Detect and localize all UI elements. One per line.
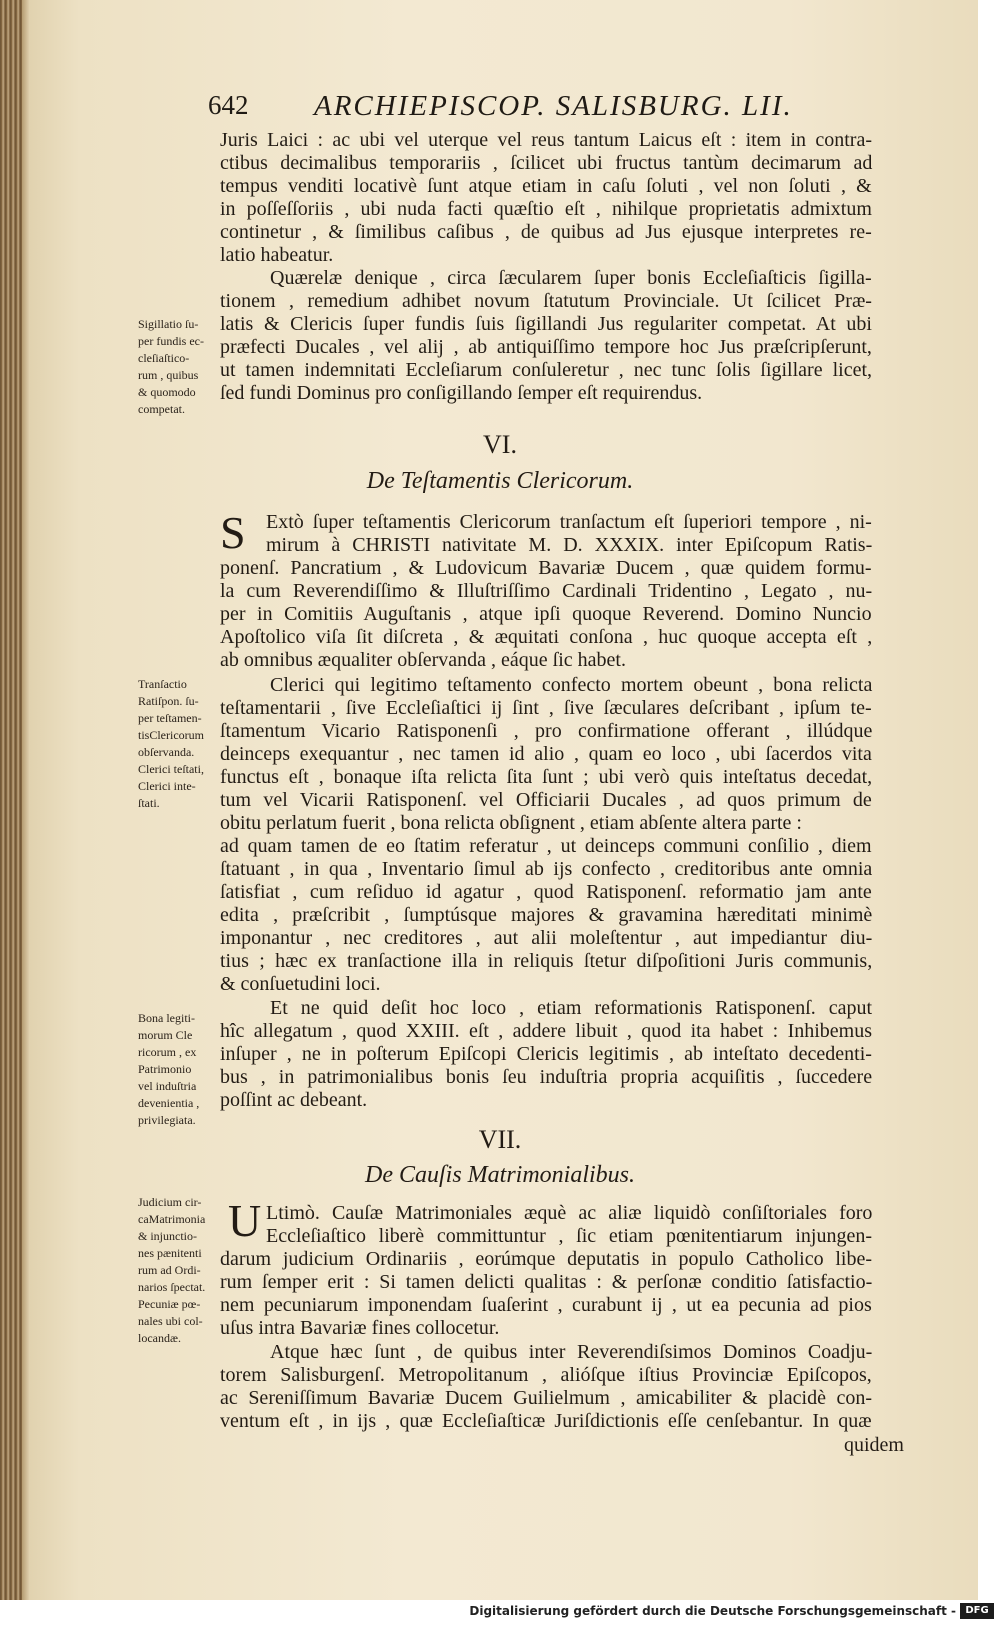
- margin-line: rum ad Ordi-: [138, 1263, 201, 1277]
- text-line: poſſint ac debeant.: [220, 1089, 368, 1111]
- text-line: tum vel Vicarii Ratisponenſ. vel Officiarii Ducales , ad quos primum de: [220, 789, 872, 811]
- text-line: Juris Laici : ac ubi vel uterque vel reus tantum Laicus eſt : item in contra-: [220, 129, 872, 151]
- section-number: VI.: [483, 430, 517, 459]
- dfg-logo: DFG: [960, 1603, 994, 1619]
- footer-credit: Digitalisierung gefördert durch die Deutsche Forschungsgemeinschaft -: [469, 1604, 956, 1618]
- section-title: De Teſtamentis Clericorum.: [366, 468, 634, 494]
- text-line: ctibus decimalibus temporariis , ſcilicet ubi fructus tantùm decimarum ad: [220, 152, 873, 174]
- section-number: VII.: [478, 1125, 522, 1154]
- text-line: mirum à CHRISTI nativitate M. D. XXXIX. inter Epiſcopum Ratis-: [266, 534, 873, 556]
- margin-line: per teſtamen-: [138, 711, 202, 725]
- text-line: torem Salisburgenſ. Metropolitanum , alióſque iſtius Provinciæ Epiſcopos,: [220, 1364, 872, 1386]
- text-line: ponenſ. Pancratium , & Ludovicum Bavariæ Ducem , quæ quidem formu-: [220, 557, 872, 579]
- running-head: [208, 90, 818, 130]
- text-line: tionem , remedium adhibet novum ſtatutum Provinciale. Ut ſcilicet Præ-: [220, 290, 872, 312]
- margin-line: locandæ.: [138, 1331, 181, 1345]
- text-line: ventum eſt , in ijs , quæ Eccleſiaſticæ Juriſdictionis eſſe cenſebantur. In quæ: [220, 1410, 872, 1432]
- section-title: De Cauſis Matrimonialibus.: [364, 1162, 635, 1188]
- text-line: Eccleſiaſtico liberè committuntur , ſic etiam pœnitentiarum injungen-: [266, 1225, 873, 1247]
- text-line: Et ne quid deſit hoc loco , etiam reformationis Ratisponenſ. caput: [270, 997, 873, 1019]
- margin-line: Sigillatio ſu-: [138, 317, 199, 331]
- running-title: ARCHIEPISCOP. SALISBURG. LII.: [314, 90, 793, 122]
- text-line: bus , in patrimonialibus bonis ſeu induſtria propria acquiſitis , ſuccedere: [220, 1066, 873, 1088]
- text-line: ſatisfiat , cum reſiduo id agatur , quod Ratisponenſ. reformatio jam ante: [220, 881, 872, 903]
- margin-line: Clerici inte-: [138, 779, 196, 793]
- text-line: ſtamentum Vicario Ratisponenſi , pro confirmatione offerant , illúdque: [220, 720, 873, 742]
- margin-line: ſtati.: [138, 796, 160, 810]
- text-line: rum ſemper erit : Si tamen delicti qualitas : & perſonæ conditio ſatisfactio-: [220, 1271, 873, 1293]
- digitization-footer: [0, 1600, 1000, 1625]
- text-line: obitu perlatum fuerit , bona relicta obſignent , etiam abſente altera parte :: [220, 812, 802, 834]
- margin-line: devenientia ,: [138, 1096, 200, 1110]
- margin-line: morum Cle: [138, 1028, 193, 1042]
- margin-line: nales ubi col-: [138, 1314, 203, 1328]
- margin-line: Pecuniæ pœ-: [138, 1297, 201, 1311]
- margin-line: competat.: [138, 402, 185, 416]
- text-line: in poſſeſſoriis , ubi nuda facti quæſtio eſt , nihilque proprietatis admixtum: [220, 198, 872, 220]
- margin-line: narios ſpectat.: [138, 1280, 206, 1294]
- text-line: per in Comitiis Auguſtanis , atque ipſi quoque Reverend. Domino Nuncio: [220, 603, 872, 625]
- margin-note-judicium: [138, 1194, 220, 1347]
- margin-line: Clerici teſtati,: [138, 762, 204, 776]
- margin-line: obſervanda.: [138, 745, 195, 759]
- text-line: deinceps exequantur , nec tamen id alio , quam eo loco , ubi ſacerdos vita: [220, 743, 872, 765]
- text-line: Atque hæc ſunt , de quibus inter Reverendiſsimos Dominos Coadju-: [270, 1341, 873, 1363]
- margin-line: Bona legiti-: [138, 1011, 195, 1025]
- text-line: Apoſtolico viſa ſit diſcreta , & æquitati conſona , huc quoque accepta eſt ,: [220, 626, 873, 648]
- catchword: quidem: [844, 1434, 904, 1456]
- text-line: inſuper , ne in poſterum Epiſcopi Clericis legitimis , ab inteſtato decedenti-: [220, 1043, 872, 1065]
- text-line: ſtatuant , in qua , Inventario ſimul ab ijs confecto , creditoribus ante omnia: [220, 858, 873, 880]
- margin-line: & quomodo: [138, 385, 196, 399]
- text-line: tempus venditi locativè ſunt atque etiam in caſu ſoluti , vel non ſoluti , &: [220, 175, 872, 197]
- margin-line: privilegiata.: [138, 1113, 196, 1127]
- book-spine: [0, 0, 22, 1600]
- margin-line: Tranſactio: [138, 677, 187, 691]
- text-line: edita , præſcribit , ſumptúsque majores & gravamina hæreditati minimè: [220, 904, 873, 926]
- text-line: Ltimò. Cauſæ Matrimoniales æquè ac aliæ liquidò conſiſtoriales foro: [266, 1202, 873, 1224]
- text-line: tius ; hæc ex tranſactione illa in reliquis ſtetur diſpoſitioni Juris communis,: [220, 950, 873, 972]
- margin-line: rum , quibus: [138, 368, 199, 382]
- text-line: ut tamen indemnitati Eccleſiarum conſuleretur , nec tunc ſolis ſigillare licet,: [220, 359, 873, 381]
- margin-line: ricorum , ex: [138, 1045, 197, 1059]
- text-line: uſus intra Bavariæ fines collocetur.: [220, 1317, 500, 1339]
- text-line: hîc allegatum , quod XXIII. eſt , addere libuit , quod ita habet : Inhibemus: [220, 1020, 872, 1042]
- text-line: la cum Reverendiſſimo & Illuſtriſſimo Cardinali Tridentino , Legato , nu-: [220, 580, 873, 602]
- text-line: teſtamentarii , ſive Eccleſiaſtici ij ſint , ſive ſæculares deſcribant , ipſum te-: [220, 697, 872, 719]
- text-line: imponantur , nec creditores , aut alii moleſtentur , aut impediantur diu-: [220, 927, 873, 949]
- margin-line: tisClericorum: [138, 728, 204, 742]
- text-line: & conſuetudini loci.: [220, 973, 381, 995]
- text-line: Quærelæ denique , circa ſæcularem ſuper bonis Eccleſiaſticis ſigilla-: [270, 267, 872, 289]
- drop-cap: S: [220, 507, 246, 558]
- margin-line: Judicium cir-: [138, 1195, 202, 1209]
- text-line: ab omnibus æqualiter obſervanda , eáque ſic habet.: [220, 649, 626, 671]
- text-line: darum judicium Ordinariis , eorúmque deputatis in populo Catholico libe-: [220, 1248, 873, 1270]
- text-line: ad quam tamen de eo ſtatim referatur , ut deinceps communi conſilio , diem: [220, 835, 872, 857]
- margin-line: nes pænitenti: [138, 1246, 202, 1260]
- margin-line: vel induſtria: [138, 1079, 197, 1093]
- margin-line: Ratiſpon. ſu-: [138, 694, 199, 708]
- text-line: Extò ſuper teſtamentis Clericorum tranſactum eſt ſuperiori tempore , ni-: [266, 511, 872, 533]
- drop-cap: U: [228, 1195, 262, 1246]
- text-line: latio habeatur.: [220, 244, 334, 266]
- text-line: nem pecuniarum imponendam ſuaſerint , curabunt ij , ut ea pecunia ad pios: [220, 1294, 872, 1316]
- page-number: 642: [208, 90, 249, 120]
- text-line: latis & Clericis ſuper fundis ſuis ſigillandi Jus regulariter competat. At ubi: [220, 313, 872, 335]
- text-line: ac Sereniſſimum Bavariæ Ducem Guilielmum , amicabiliter & placidè con-: [220, 1387, 873, 1409]
- margin-note-transactio: [138, 676, 220, 812]
- text-line: ſed fundi Dominus pro conſigillando ſemper eſt requirendus.: [220, 382, 703, 404]
- margin-note-sigillatio: [138, 316, 220, 418]
- margin-note-bona: [138, 1010, 220, 1129]
- margin-line: cleſiaſtico-: [138, 351, 190, 365]
- margin-line: per fundis ec-: [138, 334, 204, 348]
- margin-line: & injunctio-: [138, 1229, 197, 1243]
- text-line: præfecti Ducales , vel alij , ab antiquiſſimo tempore hoc Jus præſcripſerunt,: [220, 336, 872, 358]
- text-line: continetur , & ſimilibus caſibus , de quibus ad Jus ejusque interpretes re-: [220, 221, 872, 243]
- text-line: functus eſt , bonaque iſta relicta ſita ſunt ; ubi verò quis inteſtatus decedat,: [220, 766, 873, 788]
- margin-line: Patrimonio: [138, 1062, 192, 1076]
- text-line: Clerici qui legitimo teſtamento confecto mortem obeunt , bona relicta: [270, 674, 873, 696]
- margin-line: caMatrimonia: [138, 1212, 206, 1226]
- page-gutter: [22, 0, 30, 1600]
